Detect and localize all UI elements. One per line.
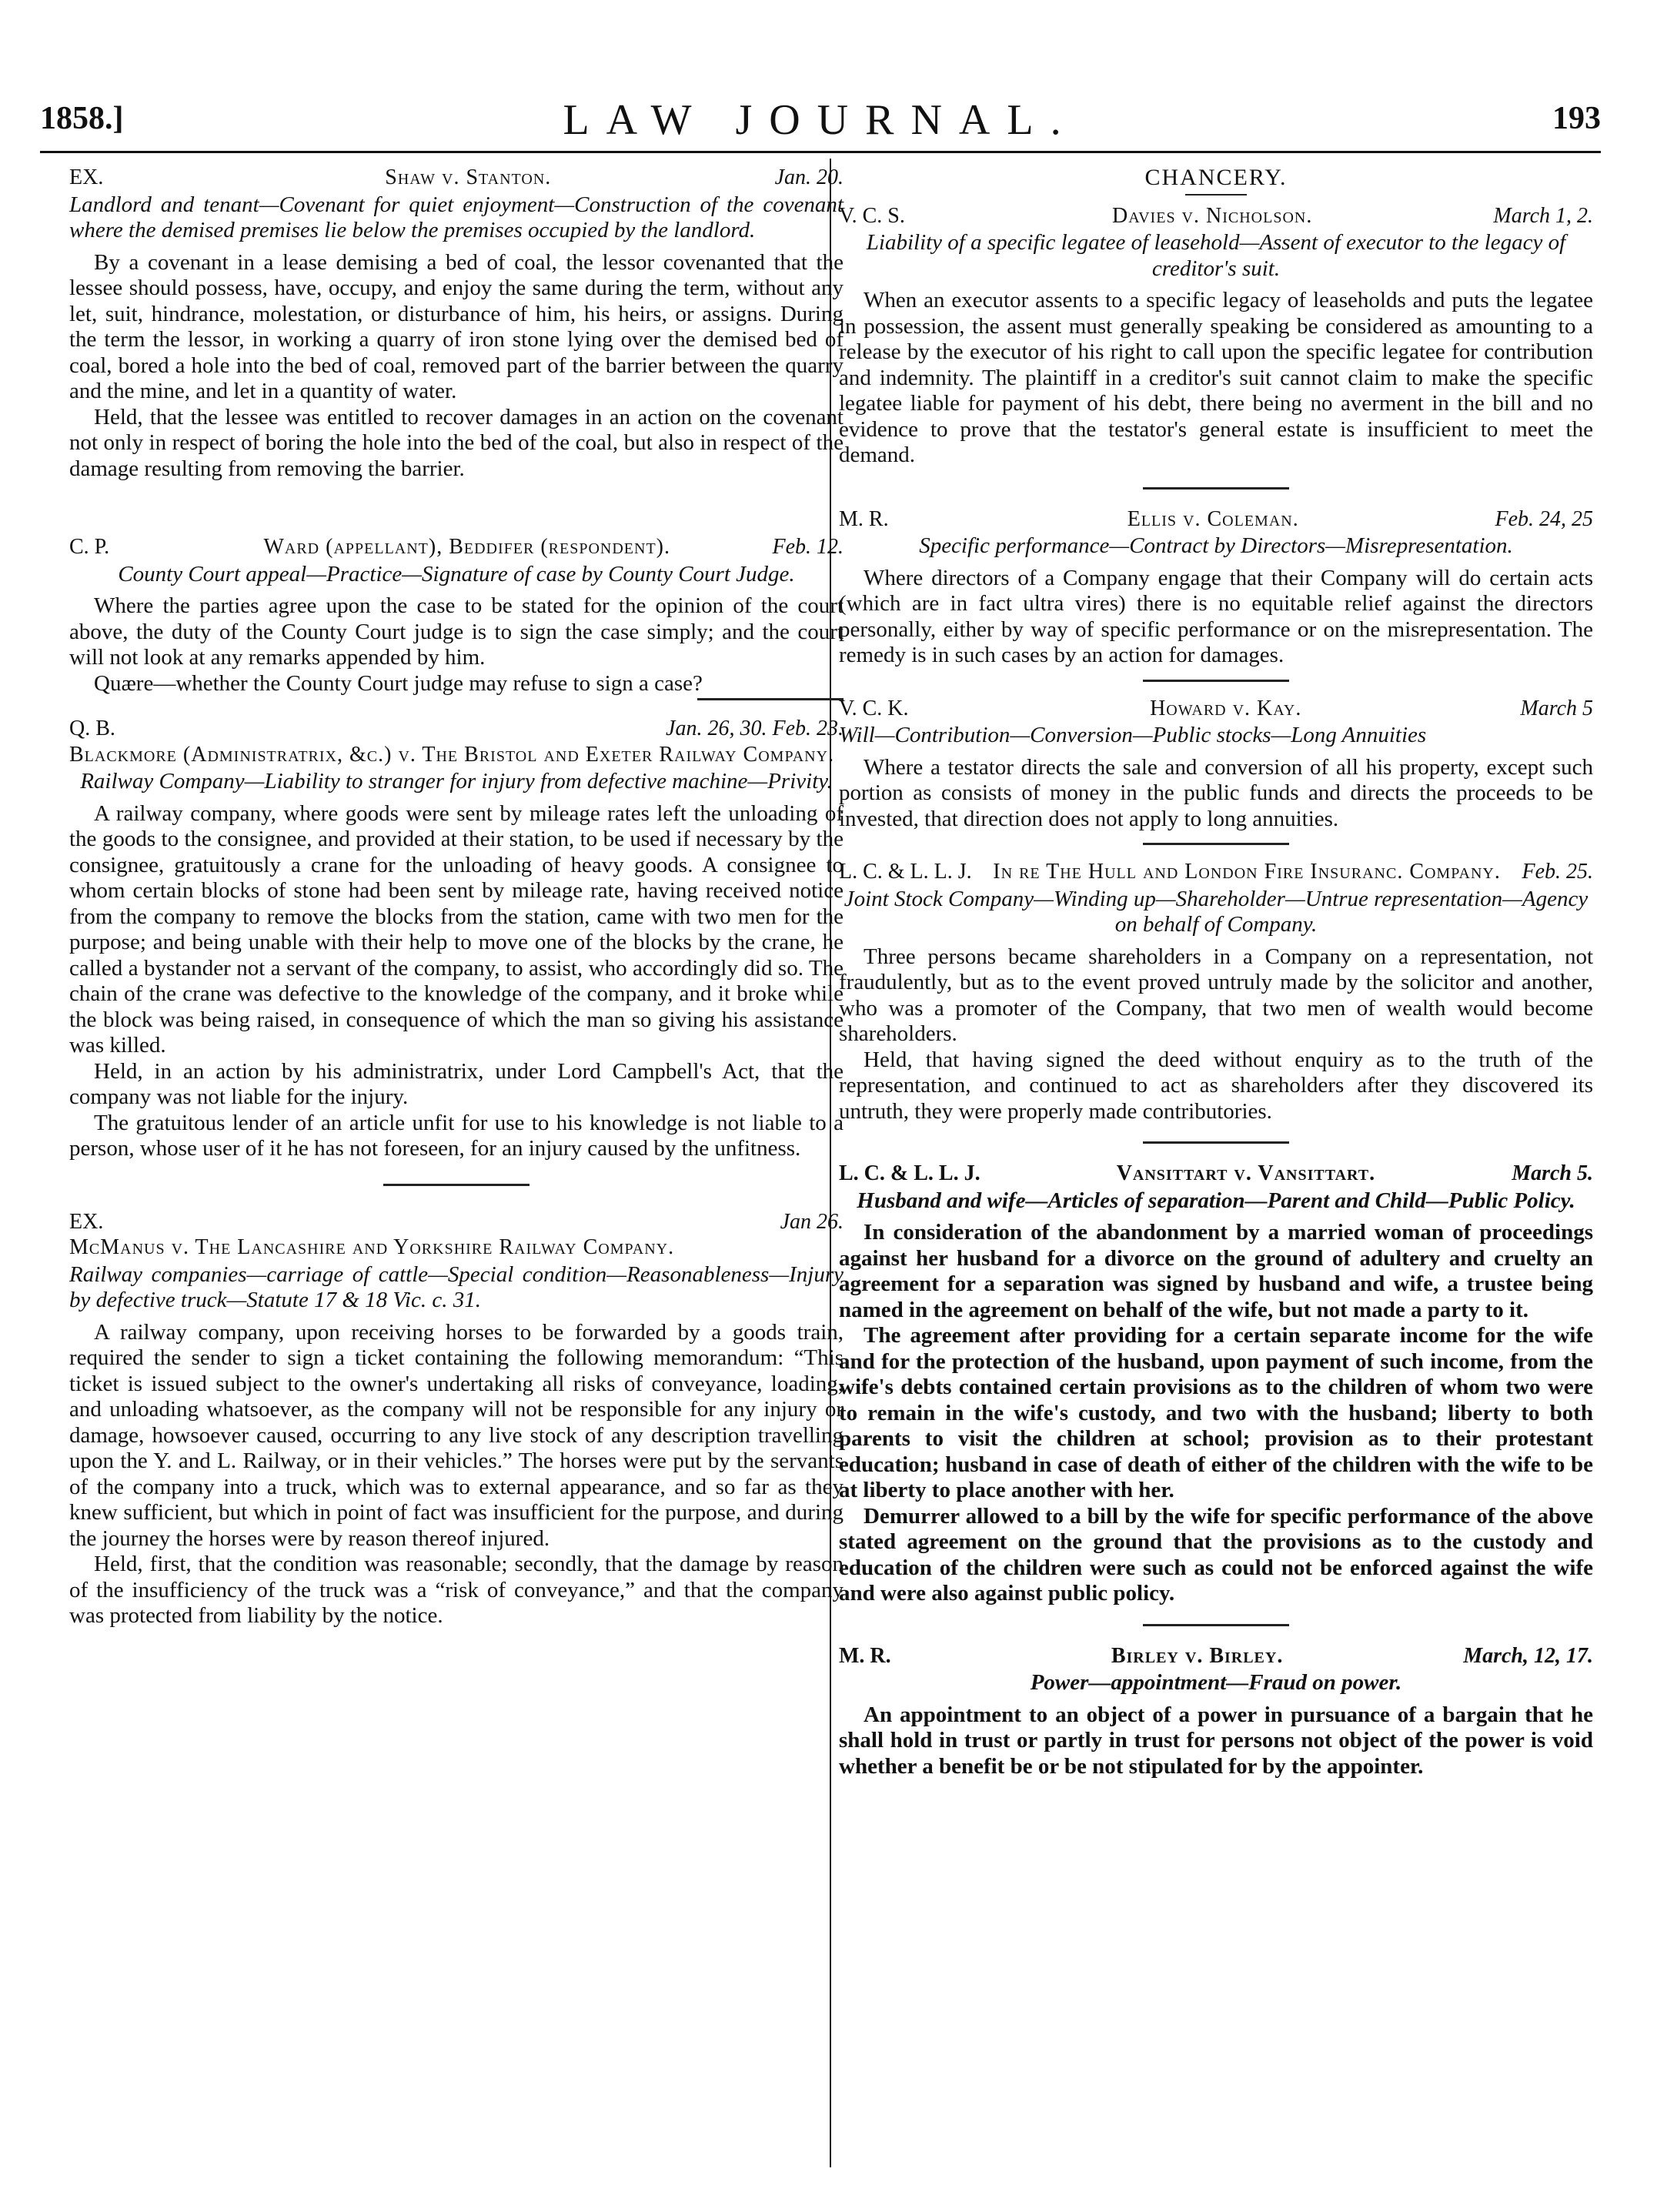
case-parties: Davies v. Nicholson. xyxy=(1112,203,1313,228)
case-paragraph: A railway company, where goods were sent by mileage rates left the unloading of the goods to the consignee, and provided at their station, to be used if necessary by the consignee, gratuitously a crane for the unloading of heavy goods. A consignee to whom certain blocks of stone had been sent by mileage rate, having received notice from the company to remove the blocks from the station, came with two men for the purpose; and being unable with their help to move one of the blocks by the crane, he called a bystander not a servant of the company, to assist, who accordingly did so. The chain of the crane was defective to the knowledge of the company, and it broke while the block was being raised, in consequence of which the man so giving his assistance was killed. xyxy=(69,800,844,1058)
case-holding: Held, first, that the condition was reasonable; secondly, that the damage by reason of the insufficiency of the truck was a “risk of conveyance,” and that the company was protected from liability by the notice. xyxy=(69,1552,844,1628)
case-shaw-v-stanton xyxy=(69,165,844,482)
case-heading xyxy=(839,696,1593,722)
case-hull-and-london xyxy=(839,859,1593,1124)
case-subject: Railway companies—carriage of cattle—Special condition—Reasonableness—Injury by defective truck—Statute 17 & 18 Vic. c. 31. xyxy=(69,1261,844,1312)
case-date: Jan 26. xyxy=(780,1209,844,1234)
case-subject: County Court appeal—Practice—Signature of case by County Court Judge. xyxy=(118,561,795,586)
case-subject: Specific performance—Contract by Directors—Misrepresentation. xyxy=(919,533,1513,558)
case-paragraph: The gratuitous lender of an article unfit for use to his knowledge is not liable to a person, whose user of it he has not foreseen, for an injury caused by the unfitness. xyxy=(69,1110,844,1161)
case-holding: Held, that having signed the deed without enquiry as to the truth of the representation, and continued to act as shareholders after they discovered its untruth, they were properly made contributories. xyxy=(839,1047,1593,1124)
court-label: M. R. xyxy=(839,506,889,531)
case-date: Feb. 12. xyxy=(772,535,844,559)
case-paragraph: Where a testator directs the sale and conversion of all his property, except such portion as consists of money in the public funds and directs the proceeds to be invested, that direction does not apply to long annuities. xyxy=(839,754,1593,831)
heading-rule xyxy=(1185,194,1247,195)
case-paragraph: Where directors of a Company engage that their Company will do certain acts (which are in fact ultra vires) there is no equitable relief against the directors personally, either by way of specific performance or on the misrepresentation. The remedy is in such cases by an action for damages. xyxy=(839,565,1593,667)
header-rule xyxy=(40,151,1601,153)
case-date: Jan. 20. xyxy=(774,165,844,189)
case-subject: Husband and wife—Articles of separation—Parent and Child—Public Policy. xyxy=(857,1188,1575,1213)
case-parties: Ward (appellant), Beddifer (respondent). xyxy=(263,535,670,559)
case-date: Feb. 24, 25 xyxy=(1495,506,1593,531)
journal-title: LAW JOURNAL. xyxy=(563,96,1078,144)
case-howard-v-kay xyxy=(839,696,1593,833)
case-date: March 5 xyxy=(1520,696,1593,720)
page-header xyxy=(40,86,1601,143)
case-date: Feb. 25. xyxy=(1522,860,1593,884)
case-paragraph: When an executor assents to a specific legacy of leaseholds and puts the legatee in possession, the assent must generally speaking be considered as amounting to a release by the executor of his right to call upon the specific legatee for contribution and indemnity. The plaintiff in a creditor's suit cannot claim to make the specific legatee liable for payment of his debt, there being no averment in the bill and no evidence to prove that the testator's general estate is insufficient to meet the demand. xyxy=(839,288,1593,467)
case-heading xyxy=(69,716,844,742)
case-paragraph: Where the parties agree upon the case to be stated for the opinion of the court above, the duty of the County Court judge is to sign the case simply; and the court will not look at any remarks appended by him. xyxy=(69,593,844,670)
court-label: C. P. xyxy=(69,535,110,559)
case-paragraph: A railway company, upon receiving horses to be forwarded by a goods train, required the sender to sign a ticket containing the following memorandum: “This ticket is issued subject to the owner's undertaking all risks of conveyance, loading, and unloading whatsoever, as the company will not be responsible for any injury or damage, howsoever caused, occurring to any live stock of any description travelling upon the Y. and L. Railway, or in their vehicles.” The horses were put by the servants of the company into a truck, which was to external appearance, and so far as they knew sufficient, but which in point of fact was insufficient for the purpose, and during the journey the horses were by reason thereof injured. xyxy=(69,1319,844,1551)
section-rule xyxy=(1143,1141,1289,1144)
case-blackmore xyxy=(69,716,844,1162)
case-parties: Birley v. Birley. xyxy=(1111,1643,1284,1668)
section-rule xyxy=(1143,843,1289,845)
case-heading xyxy=(69,165,844,191)
court-label: EX. xyxy=(69,1209,104,1234)
case-holding: Held, in an action by his administratrix, under Lord Campbell's Act, that the company was not liable for the injury. xyxy=(69,1058,844,1109)
case-date: March, 12, 17. xyxy=(1463,1643,1593,1668)
case-subject: Railway Company—Liability to stranger for injury from defective machine—Privity. xyxy=(80,769,833,794)
court-label: EX. xyxy=(69,165,104,189)
case-heading xyxy=(69,1209,844,1235)
spacer xyxy=(69,482,844,508)
case-parties: Shaw v. Stanton. xyxy=(385,165,552,189)
case-subject: Will—Contribution—Conversion—Public stocks—Long Annuities xyxy=(839,723,1427,747)
section-rule xyxy=(697,698,844,700)
case-birley-v-birley xyxy=(839,1643,1593,1780)
case-paragraph: Three persons became shareholders in a Company on a representation, not fraudulently, but as to the event proved untruly made by the solicitor and another, who was a promoter of the Company, that two men of wealth would become shareholders. xyxy=(839,944,1593,1046)
case-subject: Power—appointment—Fraud on power. xyxy=(1030,1670,1402,1695)
page-number: 193 xyxy=(1552,101,1601,136)
case-title: Blackmore (Administratrix, &c.) v. The Bristol and Exeter Railway Company. xyxy=(69,742,835,767)
court-label: M. R. xyxy=(839,1643,891,1668)
case-date: March 1, 2. xyxy=(1493,203,1593,228)
case-heading xyxy=(839,506,1593,533)
spacer xyxy=(69,508,844,534)
left-column xyxy=(69,165,844,1629)
case-paragraph: By a covenant in a lease demising a bed of coal, the lessor covenanted that the lessee should possess, have, occupy, and enjoy the same during the term, without any let, suit, hindrance, molestation, or disturbance of him, his heirs, or assigns. During the term the lessor, in working a quarry of iron stone lying over the demised bed of coal, bored a hole into the bed of coal, removed part of the barrier between the quarry and the mine, and let in a quantity of water. xyxy=(69,249,844,403)
case-davies-v-nicholson xyxy=(839,203,1593,469)
case-heading xyxy=(69,534,844,560)
section-rule xyxy=(1143,680,1289,682)
case-ellis-v-coleman xyxy=(839,506,1593,669)
case-subject: Joint Stock Company—Winding up—Shareholder—Untrue representation—Agency on behalf of Company. xyxy=(844,886,1589,937)
case-heading xyxy=(839,1643,1593,1669)
case-parties: Ellis v. Coleman. xyxy=(1127,506,1299,531)
court-label: V. C. S. xyxy=(839,203,905,228)
case-paragraph: In consideration of the abandonment by a married woman of proceedings against her husband for a divorce on the ground of adultery and cruelty an agreement for a separation was signed by husband and wife, a trustee being named in the agreement on behalf of the wife, but not made a party to it. xyxy=(839,1220,1593,1322)
case-paragraph: An appointment to an object of a power in pursuance of a bargain that he shall hold in trust or partly in trust for persons not object of the power is void whether a benefit be or be not stipulated for by the appointer. xyxy=(839,1702,1593,1779)
case-ward-v-beddifer xyxy=(69,534,844,697)
court-label: Q. B. xyxy=(69,717,115,740)
case-quaere: Quære—whether the County Court judge may refuse to sign a case? xyxy=(94,670,703,696)
case-date: March 5. xyxy=(1512,1161,1593,1185)
case-date: Jan. 26, 30. Feb. 23. xyxy=(666,717,844,740)
case-subject: Liability of a specific legatee of leasehold—Assent of executor to the legacy of creditor's suit. xyxy=(866,230,1566,281)
case-vansittart xyxy=(839,1161,1593,1607)
case-holding: Held, that the lessee was entitled to recover damages in an action on the covenant not only in respect of boring the hole into the bed of the coal, but also in respect of the damage resulting from removing the barrier. xyxy=(69,404,844,481)
right-column xyxy=(839,165,1593,1779)
court-label: V. C. K. xyxy=(839,696,909,720)
case-title: McManus v. The Lancashire and Yorkshire Railway Company. xyxy=(69,1235,675,1259)
case-heading xyxy=(839,203,1593,229)
case-parties: Vansittart v. Vansittart. xyxy=(1116,1161,1376,1185)
case-paragraph: The agreement after providing for a certain separate income for the wife and for the protection of the husband, upon payment of such income, from the wife's debts contained certain provisions as to the children of whom two were to remain in the wife's custody, and two with the husband; liberty to both parents to visit the children at school; provision as to their protestant education; husband in case of death of either of the children with the wife to be at liberty to place another with her. xyxy=(839,1323,1593,1502)
case-holding: Demurrer allowed to a bill by the wife for specific performance of the above stated agreement on the ground that the provisions as to the custody and education of the children were such as could not be enforced against the wife and were also against public policy. xyxy=(839,1503,1593,1606)
case-parties: In re The Hull and London Fire Insuranc. Company. xyxy=(993,860,1501,884)
case-subject: Landlord and tenant—Covenant for quiet enjoyment—Construction of the covenant where the demised premises lie below the premises occupied by the landlord. xyxy=(69,192,844,242)
court-label: L. C. & L. L. J. xyxy=(839,1161,981,1185)
header-year: 1858.] xyxy=(40,101,124,136)
section-rule xyxy=(1143,487,1289,490)
section-heading-chancery: CHANCERY. xyxy=(1144,165,1288,190)
case-heading xyxy=(839,859,1593,885)
case-heading xyxy=(839,1161,1593,1187)
section-rule xyxy=(1143,1624,1289,1626)
court-label: L. C. & L. L. J. xyxy=(839,860,972,884)
section-rule xyxy=(383,1184,530,1186)
case-parties: Howard v. Kay. xyxy=(1150,696,1302,720)
case-mcmanus xyxy=(69,1209,844,1629)
